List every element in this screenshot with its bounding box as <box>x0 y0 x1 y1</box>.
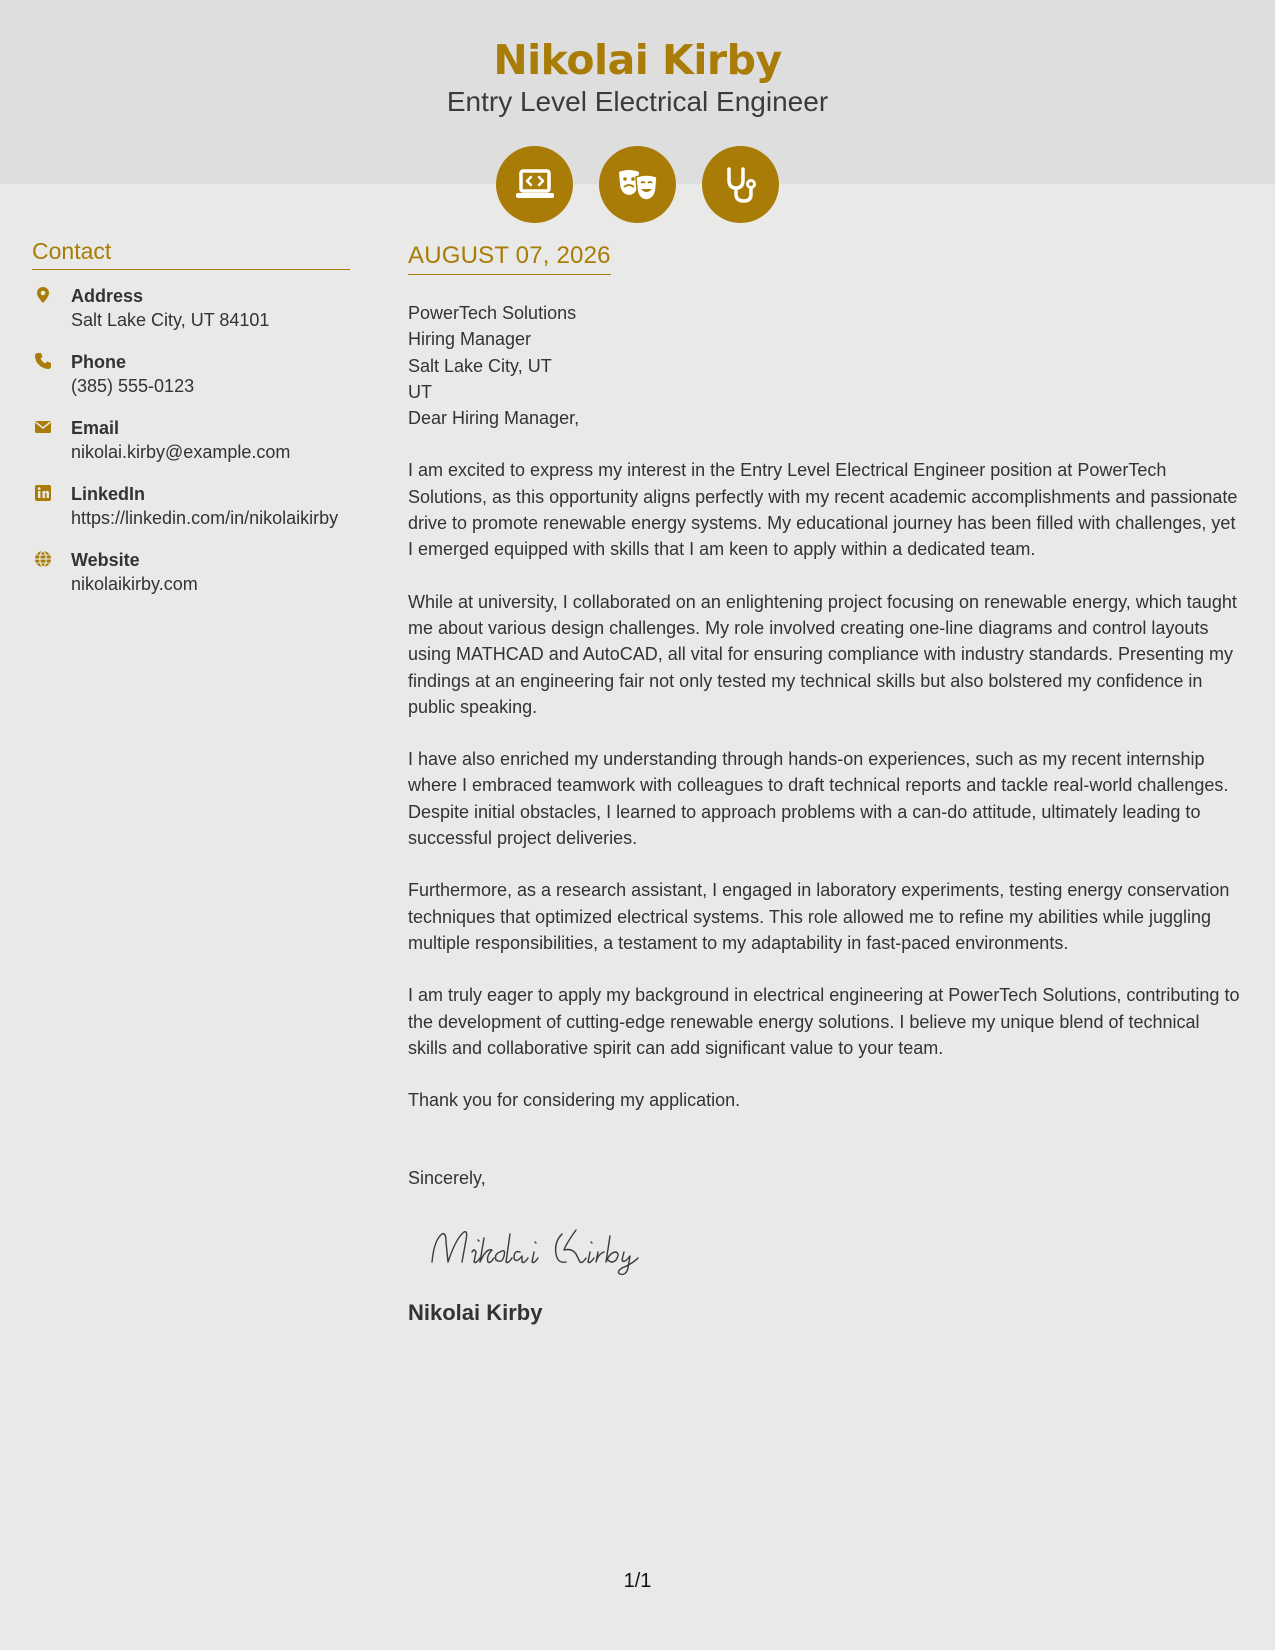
contact-value-address: Salt Lake City, UT 84101 <box>71 310 270 330</box>
letter-paragraph: While at university, I collaborated on an enlightening project focusing on renewable energy, which taught me about various design challenges. My role involved creating one-line diagrams and control layouts using MATHCAD and AutoCAD, all vital for ensuring compliance with industry standards. Presenting my findings at an engineering fair not only tested my technical skills but also bolstered my confidence in public speaking. <box>408 591 1237 717</box>
contact-label: Website <box>71 550 140 570</box>
recipient-city: Salt Lake City, UT <box>408 355 552 376</box>
interest-circle-theater <box>599 146 676 223</box>
page-number: 1/1 <box>623 1570 652 1592</box>
globe-icon <box>34 550 52 568</box>
interest-circle-medical <box>702 146 779 223</box>
contact-item-linkedin <box>32 482 350 531</box>
contact-value-linkedin[interactable]: https://linkedin.com/in/nikolaikirby <box>71 508 339 528</box>
closing: Sincerely, <box>408 1168 486 1189</box>
laptop-code-icon <box>515 167 555 203</box>
letter-paragraph: I am excited to express my interest in the Entry Level Electrical Engineer position at PowerTech Solutions, as this opportunity aligns perfectly with my recent academic accomplishments and passionate drive to promote renewable energy systems. My educational journey has been filled with challenges, yet I emerged equipped with skills that I am keen to apply within a dedicated team. <box>408 460 1238 560</box>
contact-item-website <box>32 548 350 597</box>
letter-paragraph: I have also enriched my understanding through hands-on experiences, such as my recent internship where I embraced teamwork with colleagues to draft technical reports and tackle real-world challenges. Despite initial obstacles, I learned to approach problems with a can-do attitude, ultimately leading to successful project deliveries. <box>408 749 1229 849</box>
recipient-company: PowerTech Solutions <box>408 303 577 323</box>
recipient-block <box>408 300 1243 405</box>
job-title: Entry Level Electrical Engineer <box>446 86 829 117</box>
contact-list <box>32 284 350 614</box>
contact-label: Email <box>71 418 120 438</box>
contact-label: Address <box>71 286 144 306</box>
signature-image <box>426 1218 1243 1278</box>
contact-value-phone: (385) 555-0123 <box>71 376 195 396</box>
contact-item-phone <box>32 350 350 399</box>
applicant-name: Nikolai Kirby <box>493 36 782 84</box>
interest-circle-tech <box>496 146 573 223</box>
phone-icon <box>34 352 52 370</box>
handwritten-signature <box>426 1218 666 1278</box>
signer-name: Nikolai Kirby <box>408 1299 543 1325</box>
map-pin-icon <box>34 286 52 304</box>
envelope-icon <box>34 418 52 436</box>
contact-label: Phone <box>71 352 127 372</box>
letter-date: AUGUST 07, 2026 <box>408 242 611 275</box>
salutation: Dear Hiring Manager, <box>408 408 580 429</box>
interest-icons <box>496 146 779 223</box>
contact-label: LinkedIn <box>71 484 146 504</box>
contact-item-email <box>32 416 350 465</box>
contact-value-email[interactable]: nikolai.kirby@example.com <box>71 442 291 462</box>
letter-paragraph: Thank you for considering my application. <box>408 1090 741 1111</box>
linkedin-icon <box>34 484 52 502</box>
letter-paragraph: I am truly eager to apply my background in electrical engineering at PowerTech Solutions, contributing to the development of cutting-edge renewable energy solutions. I believe my unique blend of technical skills and collaborative spirit can add significant value to your team. <box>408 985 1240 1058</box>
date-wrapper <box>408 242 611 275</box>
recipient-role: Hiring Manager <box>408 329 532 350</box>
contact-section-title: Contact <box>32 238 350 270</box>
contact-value-website[interactable]: nikolaikirby.com <box>71 574 198 594</box>
recipient-state: UT <box>408 381 432 402</box>
letter-body <box>408 300 1243 1326</box>
stethoscope-icon <box>723 166 759 204</box>
theater-masks-icon <box>617 168 659 202</box>
contact-item-address <box>32 284 350 333</box>
letter-paragraph: Furthermore, as a research assistant, I engaged in laboratory experiments, testing energy conservation techniques that optimized electrical systems. This role allowed me to refine my abilities while juggling multiple responsibilities, a testament to my adaptability in fast-paced environments. <box>408 880 1230 953</box>
